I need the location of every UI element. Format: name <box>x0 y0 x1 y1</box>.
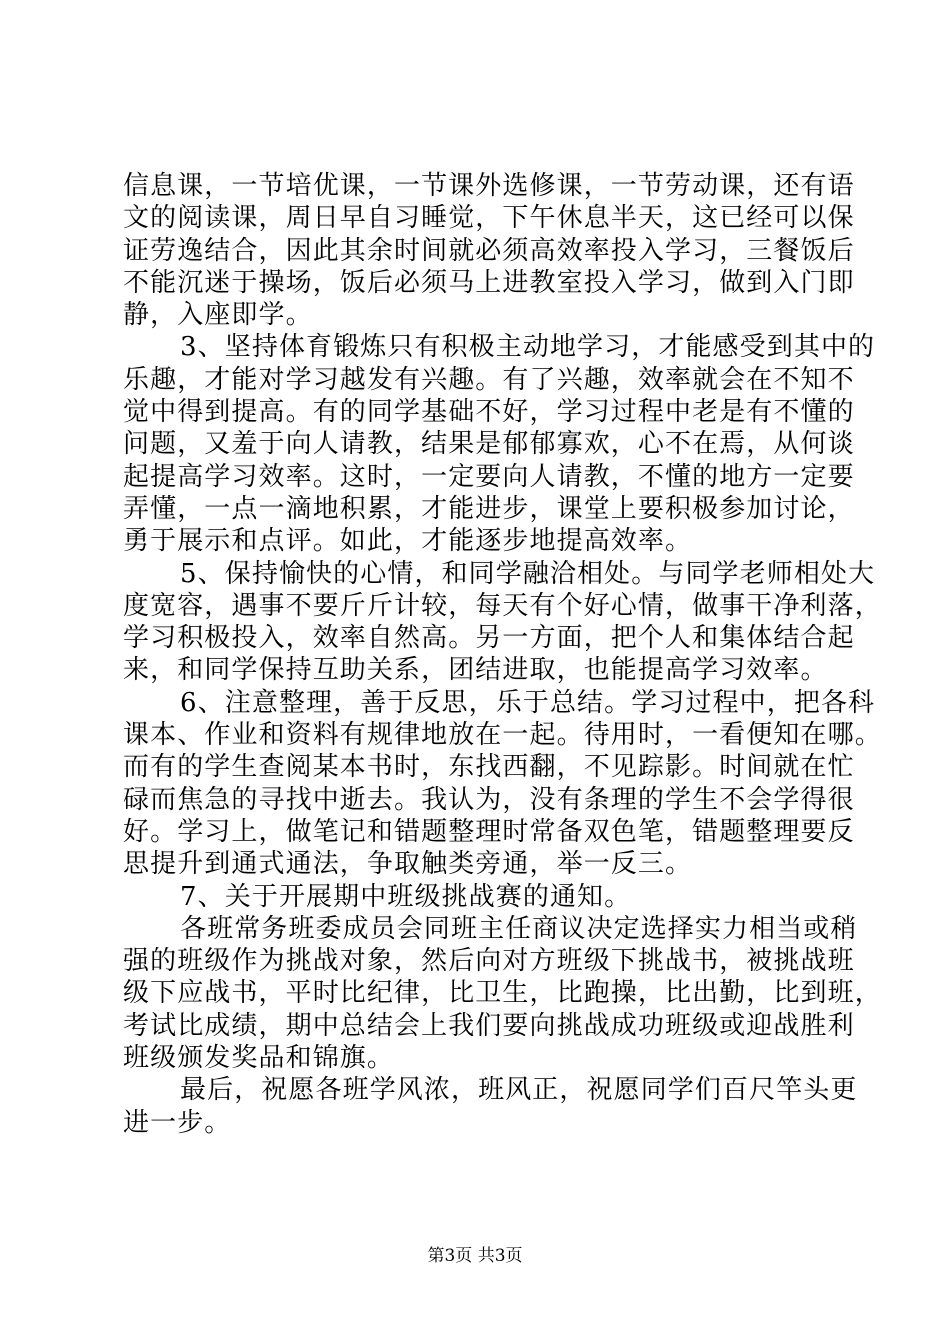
text-line: 进一步。 <box>123 1107 232 1138</box>
text-line: 度宽容，遇事不要斤斤计较，每天有个好心情，做事干净利落， <box>123 590 882 621</box>
text-line: 7、关于开展期中班级挑战赛的通知。 <box>180 881 632 912</box>
text-line: 思提升到通式通法，争取触类旁通，举一反三。 <box>123 849 693 880</box>
text-line: 而有的学生查阅某本书时，东找西翻，不见踪影。时间就在忙 <box>123 752 855 783</box>
text-line: 乐趣，才能对学习越发有兴趣。有了兴趣，效率就会在不知不 <box>123 364 855 395</box>
text-line: 来，和同学保持互助关系，团结进取，也能提高学习效率。 <box>123 655 828 686</box>
text-line: 6、注意整理，善于反思，乐于总结。学习过程中，把各科 <box>180 687 876 718</box>
text-line: 静，入座即学。 <box>123 300 313 331</box>
text-line: 学习积极投入，效率自然高。另一方面，把个人和集体结合起 <box>123 623 855 654</box>
text-line: 起提高学习效率。这时，一定要向人请教，不懂的地方一定要 <box>123 461 855 492</box>
text-line: 文的阅读课，周日早自习睡觉，下午休息半天，这已经可以保 <box>123 203 855 234</box>
text-line: 课本、作业和资料有规律地放在一起。待用时，一看便知在哪。 <box>123 720 882 751</box>
text-line: 问题，又羞于向人请教，结果是郁郁寡欢，心不在焉，从何谈 <box>123 429 855 460</box>
text-line: 考试比成绩，期中总结会上我们要向挑战成功班级或迎战胜利 <box>123 1010 855 1041</box>
text-line: 碌而焦急的寻找中逝去。我认为，没有条理的学生不会学得很 <box>123 784 855 815</box>
text-line: 级下应战书，平时比纪律，比卫生，比跑操，比出勤，比到班， <box>123 978 882 1009</box>
text-line: 班级颁发奖品和锦旗。 <box>123 1043 395 1074</box>
document-body <box>123 170 882 1139</box>
text-line: 觉中得到提高。有的同学基础不好，学习过程中老是有不懂的 <box>123 397 855 428</box>
text-line: 证劳逸结合，因此其余时间就必须高效率投入学习，三餐饭后 <box>123 235 855 266</box>
text-line: 各班常务班委成员会同班主任商议决定选择实力相当或稍 <box>180 913 858 944</box>
text-line: 弄懂，一点一滴地积累，才能进步，课堂上要积极参加讨论， <box>123 493 855 524</box>
text-line: 好。学习上，做笔记和错题整理时常备双色笔，错题整理要反 <box>123 816 855 847</box>
page-footer: 第3页 共3页 <box>427 1246 523 1266</box>
text-line: 勇于展示和点评。如此，才能逐步地提高效率。 <box>123 526 693 557</box>
text-line: 3、坚持体育锻炼只有积极主动地学习，才能感受到其中的 <box>180 332 876 363</box>
text-line: 信息课，一节培优课，一节课外选修课，一节劳动课，还有语 <box>123 171 855 201</box>
text-line: 最后，祝愿各班学风浓，班风正，祝愿同学们百尺竿头更 <box>180 1075 858 1106</box>
text-line: 不能沉迷于操场，饭后必须马上进教室投入学习，做到入门即 <box>123 267 855 298</box>
text-line: 强的班级作为挑战对象，然后向对方班级下挑战书，被挑战班 <box>123 946 855 977</box>
text-line: 5、保持愉快的心情，和同学融洽相处。与同学老师相处大 <box>180 558 876 589</box>
